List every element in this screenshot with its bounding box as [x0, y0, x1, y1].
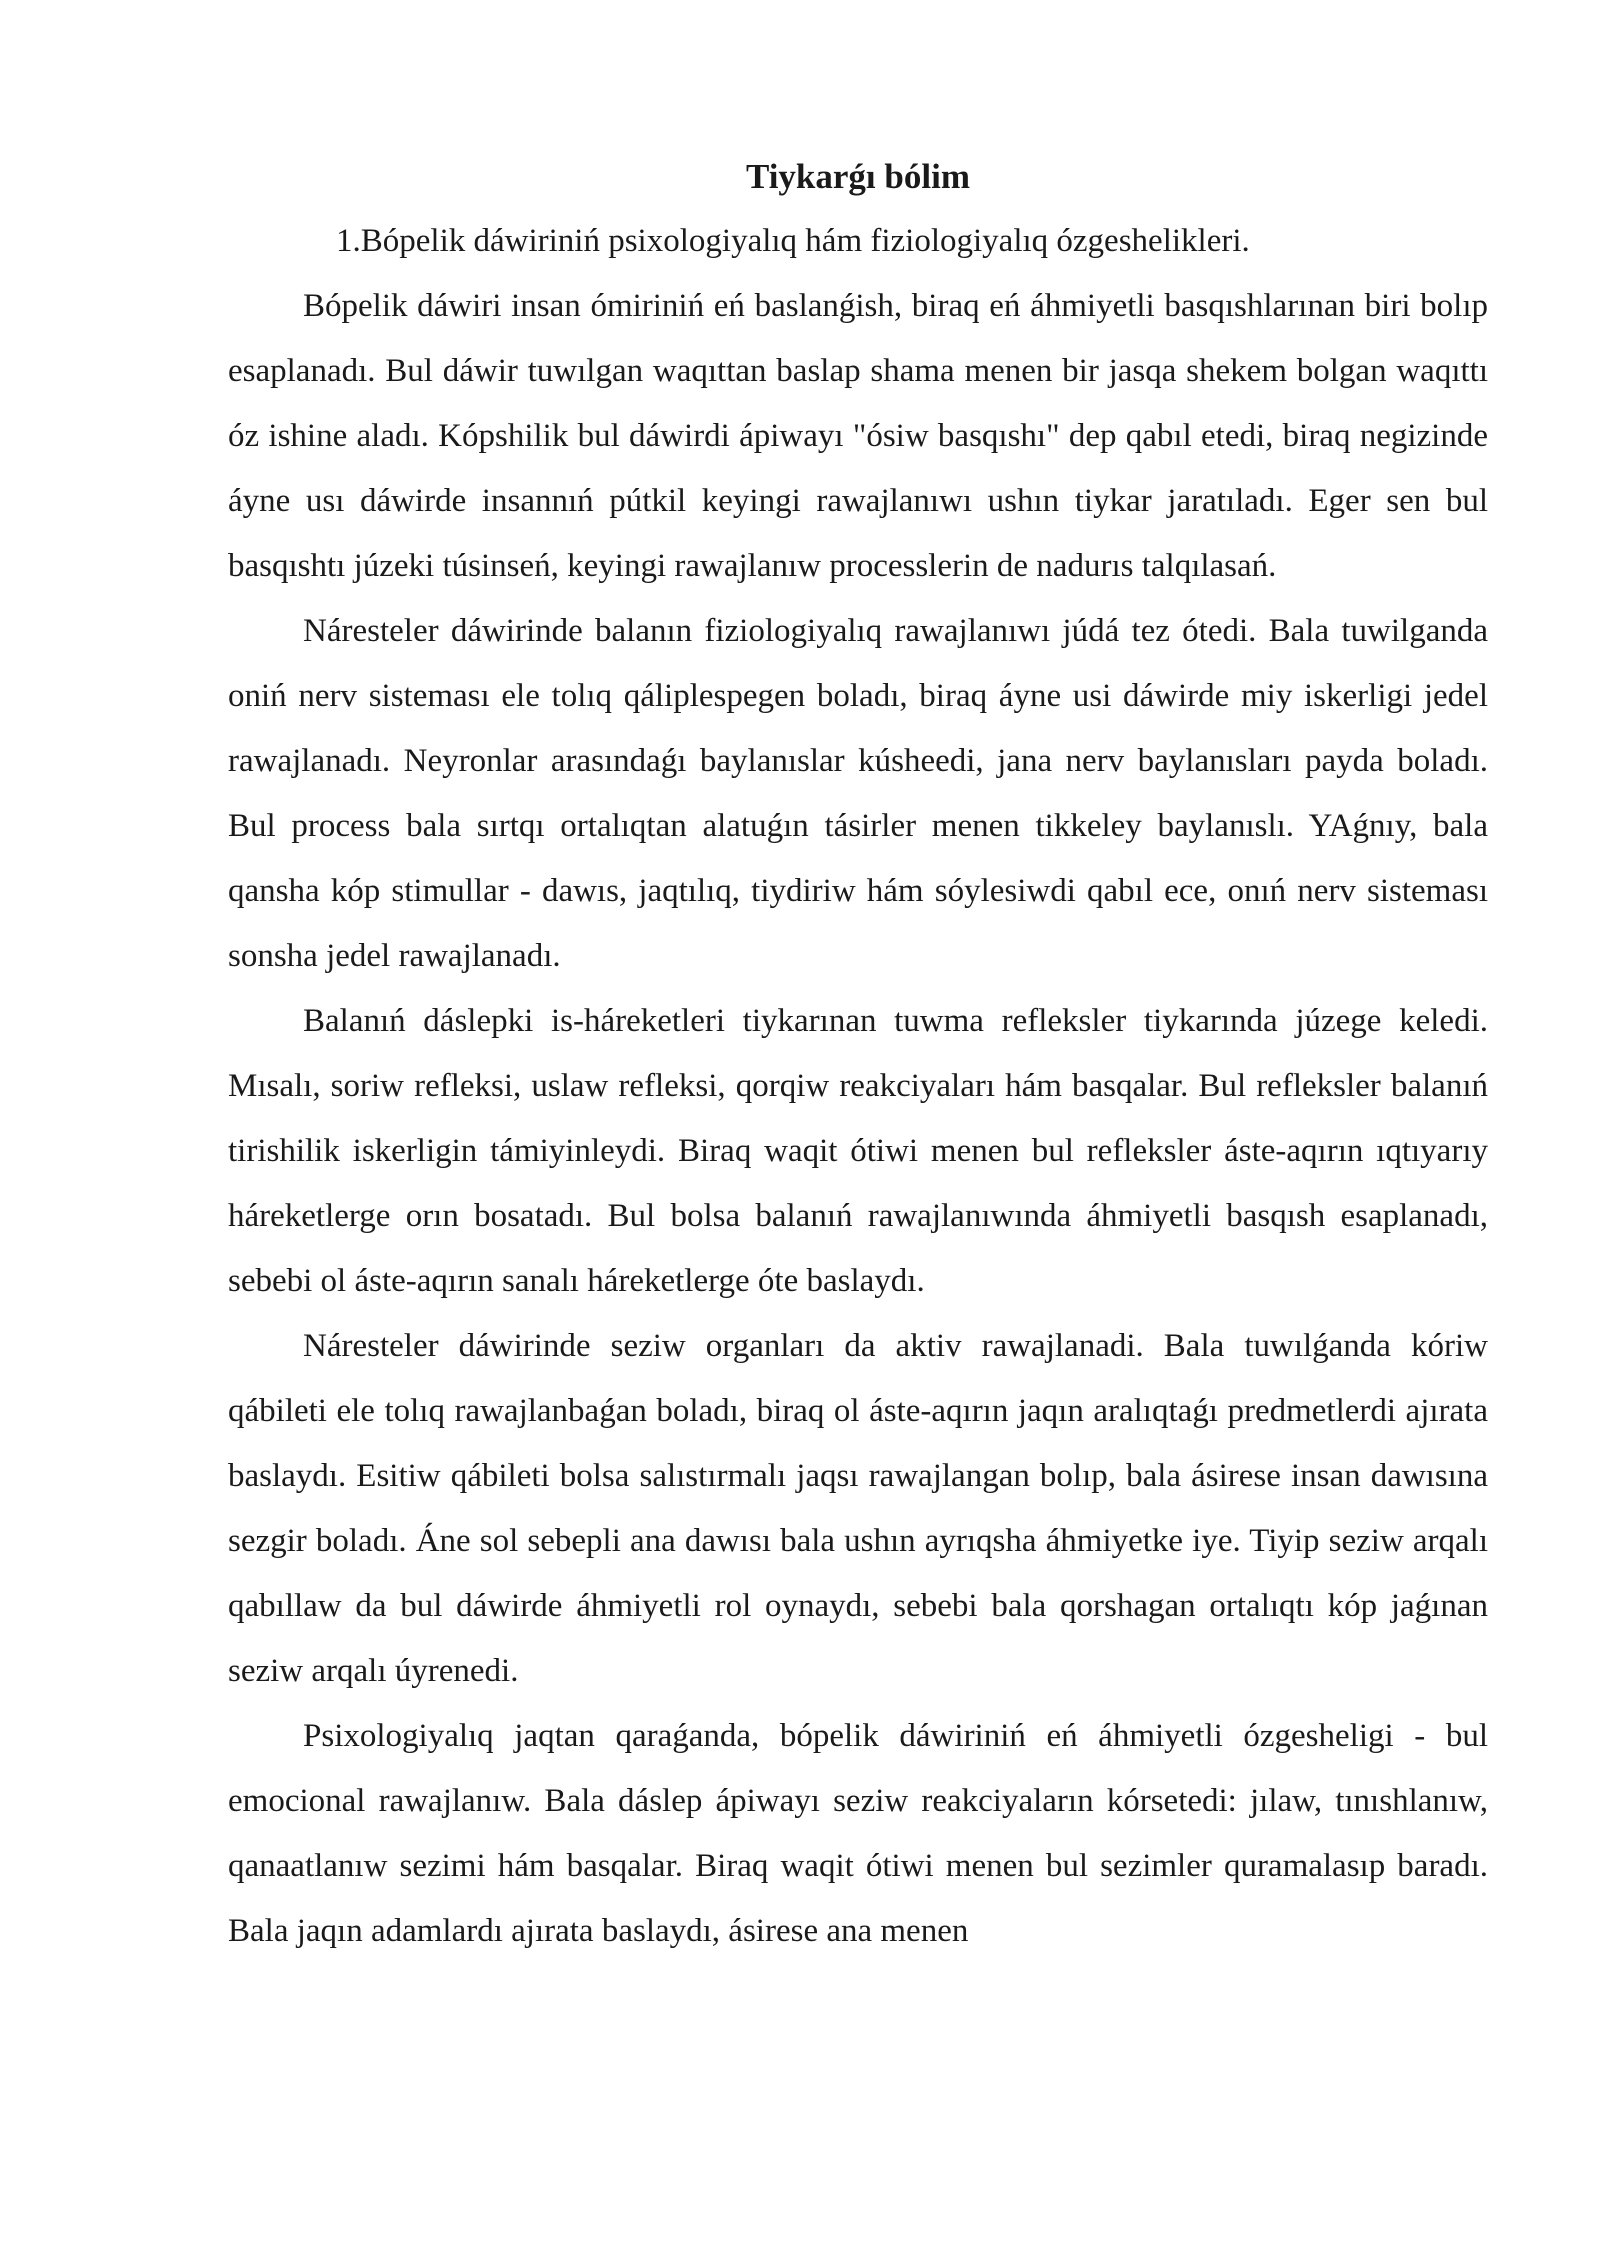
- paragraph: Náresteler dáwirinde seziw organları da aktiv rawajlanadi. Bala tuwılǵanda kóriw qábileti ele tolıq rawajlanbaǵan boladı, biraq ol áste-aqırın jaqın aralıqtaǵı predmetlerdi ajırata baslaydı. Esitiw qábileti bolsa salıstırmalı jaqsı rawajlangan bolıp, bala ásirese insan dawısına sezgir boladı. Áne sol sebepli ana dawısı bala ushın ayrıqsha áhmiyetke iye. Tiyip seziw arqalı qabıllaw da bul dáwirde áhmiyetli rol oynaydı, sebebi bala qorshagan ortalıqtı kóp jaǵınan seziw arqalı úyrenedi.: [228, 1328, 1488, 1689]
- paragraph: Psixologiyalıq jaqtan qaraǵanda, bópelik dáwiriniń eń áhmiyetli ózgesheligi - bul emocional rawajlanıw. Bala dáslep ápiwayı seziw reakciyaların kórsetedi: jılaw, tınıshlanıw, qanaatlanıw sezimi hám basqalar. Biraq waqit ótiwi menen bul sezimler quramalasıp baradı. Bala jaqın adamlardı ajırata baslaydı, ásirese ana menen: [228, 1718, 1488, 1949]
- section-title: Tiykarǵı bólim: [746, 157, 970, 196]
- paragraph: Bópelik dáwiri insan ómiriniń eń baslanǵish, biraq eń áhmiyetli basqıshlarınan biri bolıp esaplanadı. Bul dáwir tuwılgan waqıttan baslap shama menen bir jasqa shekem bolgan waqıttı óz ishine aladı. Kópshilik bul dáwirdi ápiwayı "ósiw basqıshı" dep qabıl etedi, biraq negizinde áyne usı dáwirde insannıń pútkil keyingi rawajlanıwı ushın tiykar jaratıladı. Eger sen bul basqıshtı júzeki túsinseń, keyingi rawajlanıw processlerin de nadurıs talqılasań.: [228, 288, 1488, 584]
- document-page: [228, 145, 1488, 1964]
- paragraph: Náresteler dáwirinde balanın fiziologiyalıq rawajlanıwı júdá tez ótedi. Bala tuwilganda oniń nerv sisteması ele tolıq qáliplespegen boladı, biraq áyne usi dáwirde miy iskerligi jedel rawajlanadı. Neyronlar arasındaǵı baylanıslar kúsheedi, jana nerv baylanısları payda boladı. Bul process bala sırtqı ortalıqtan alatuǵın tásirler menen tikkeley baylanıslı. YAǵnıy, bala qansha kóp stimullar - dawıs, jaqtılıq, tiydiriw hám sóylesiwdi qabıl ece, onıń nerv sisteması sonsha jedel rawajlanadı.: [228, 613, 1488, 974]
- section-subtitle: 1.Bópelik dáwiriniń psixologiyalıq hám fiziologiyalıq ózgeshelikleri.: [336, 223, 1250, 259]
- paragraph: Balanıń dáslepki is-háreketleri tiykarınan tuwma refleksler tiykarında júzege keledi. Mısalı, soriw refleksi, uslaw refleksi, qorqiw reakciyaları hám basqalar. Bul refleksler balanıń tirishilik iskerligin támiyinleydi. Biraq waqit ótiwi menen bul refleksler áste-aqırın ıqtıyarıy háreketlerge orın bosatadı. Bul bolsa balanıń rawajlanıwında áhmiyetli basqısh esaplanadı, sebebi ol áste-aqırın sanalı háreketlerge óte baslaydı.: [228, 1003, 1488, 1299]
